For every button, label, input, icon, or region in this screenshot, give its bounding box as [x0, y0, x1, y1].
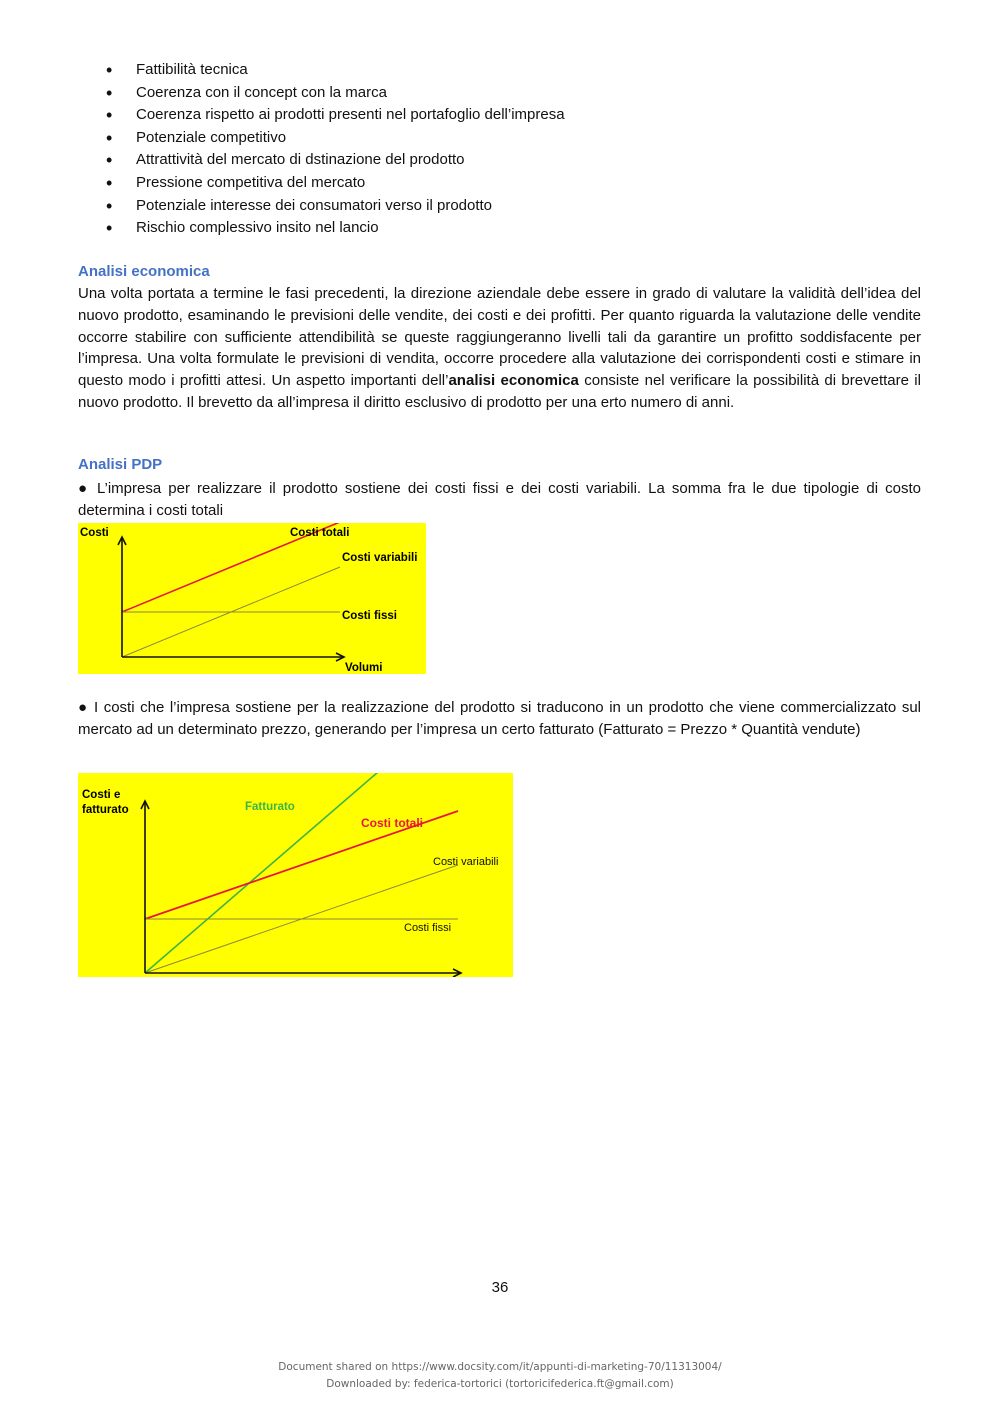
- bold-term: analisi economica: [448, 372, 579, 390]
- section-heading-analisi-pdp: Analisi PDP: [78, 456, 163, 473]
- series-label-costi-fissi: Costi fissi: [342, 610, 397, 622]
- series-label-fatturato: Fatturato: [245, 801, 295, 813]
- footer-downloaded: Downloaded by: federica-tortorici (tortoricifederica.ft@gmail.com): [326, 1378, 674, 1390]
- series-label-costi-variabili: Costi variabili: [342, 552, 418, 564]
- series-label-costi-totali: Costi totali: [290, 527, 350, 539]
- costs-chart-svg: [78, 523, 426, 674]
- footer-shared: Document shared on https://www.docsity.com/it/appunti-di-marketing-70/11313004/: [278, 1361, 722, 1373]
- bullet-item: • Potenziale interesse dei consumatori verso il prodotto: [78, 195, 938, 218]
- bullet-item: • Rischio complessivo insito nel lancio: [78, 217, 938, 240]
- bullet-item: • Potenziale competitivo: [78, 127, 938, 150]
- bullet-item: • Pressione competitiva del mercato: [78, 172, 938, 195]
- costs-chart: [78, 523, 426, 674]
- series-label-costi-variabili: Costi variabili: [433, 856, 499, 868]
- y-axis-label: Costi e fatturato: [82, 789, 129, 816]
- revenue-costs-chart: [78, 773, 513, 977]
- criteria-bullet-list: [78, 59, 938, 240]
- bullet-item: • Attrattività del mercato di dstinazione del prodotto: [78, 149, 938, 172]
- paragraph-text: consiste nel verificare la possibilità di brevettare il nuovo prodotto. Il brevetto da all’impresa il diritto esclusivo di prodotto per una erto numero di anni.: [78, 372, 921, 411]
- paragraph-text: Una volta portata a termine le fasi precedenti, la direzione aziendale debe essere in grado di valutare la validità dell’idea del nuovo prodotto, esaminando le previsioni delle vendite, dei costi e dei profitti. Per quanto riguarda la valutazione delle vendite occorre stabilire con sufficiente attendibilità se queste raggiungeranno livelli tali da garantire un profitto soddisfacente per l’impresa. Una volta formulate le previsioni di vendita, occorre procedere alla valutazione dei corrispondenti costi e stimare in questo modo i profitti attesi. Un aspetto importanti dell’: [78, 285, 921, 390]
- series-label-costi-totali: Costi totali: [361, 816, 423, 830]
- bullet-item: • Coerenza rispetto ai prodotti presenti nel portafoglio dell’impresa: [78, 104, 938, 127]
- y-axis-label: Costi: [80, 527, 109, 539]
- section-heading-analisi-economica: Analisi economica: [78, 263, 210, 280]
- page-number: 36: [491, 1279, 509, 1296]
- analisi-economica-paragraph: [78, 283, 921, 414]
- x-axis-label: Volumi: [345, 662, 383, 674]
- revenue-costs-chart-svg: [78, 773, 513, 977]
- series-label-costi-fissi: Costi fissi: [404, 922, 452, 934]
- series-line-fatturato: [145, 773, 458, 973]
- pdp-paragraph-2: ● I costi che l’impresa sostiene per la realizzazione del prodotto si traducono in un prodotto che viene commercializzato sul mercato ad un determinato prezzo, generando per l’impresa un certo fatturato (Fatturato = Prezzo * Quantità vendute): [78, 699, 921, 738]
- bullet-item: • Fattibilità tecnica: [78, 59, 938, 82]
- pdp-paragraph-1: ● L’impresa per realizzare il prodotto sostiene dei costi fissi e dei costi variabili. La somma fra le due tipologie di costo determina i costi totali: [78, 480, 921, 519]
- bullet-item: • Coerenza con il concept con la marca: [78, 82, 938, 105]
